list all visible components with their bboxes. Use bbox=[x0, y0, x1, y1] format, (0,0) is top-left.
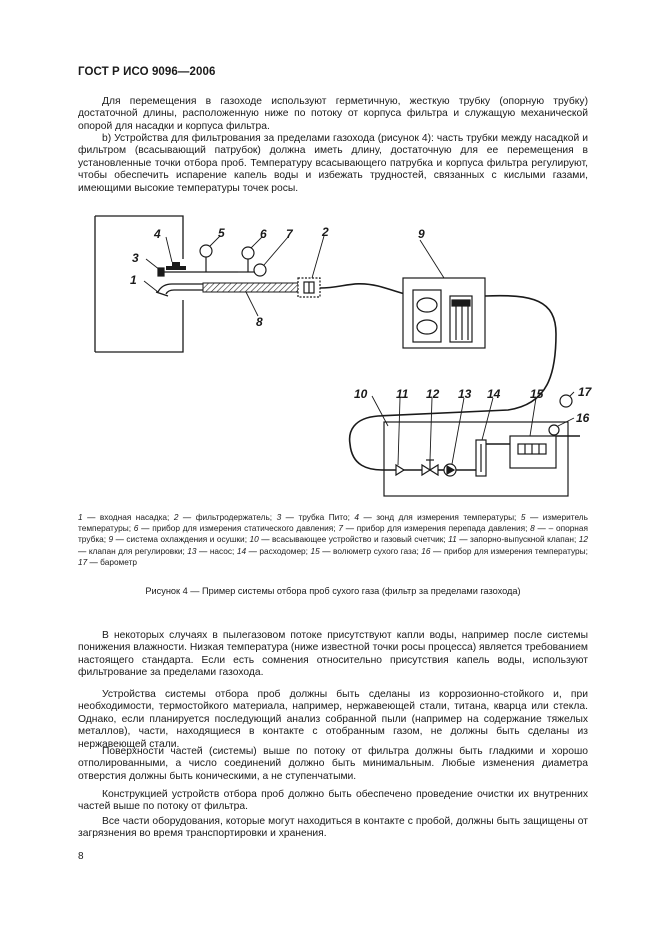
legend-number: 4 bbox=[354, 512, 360, 522]
legend-number: 8 bbox=[530, 523, 535, 534]
callout-6: 6 bbox=[260, 227, 267, 241]
callout-9: 9 bbox=[418, 227, 425, 241]
legend-number: 15 bbox=[310, 545, 320, 556]
legend-number: 13 bbox=[187, 545, 197, 556]
legend-number: 17 bbox=[78, 556, 88, 567]
temperature-meter bbox=[200, 245, 212, 272]
legend-text: зонд для измерения температуры; bbox=[376, 512, 517, 522]
legend-text: входная насадка; bbox=[99, 512, 170, 522]
figure-caption: Рисунок 4 — Пример системы отбора проб сухого газа (фильтр за пределами газохода) bbox=[145, 586, 521, 596]
paragraph: Поверхности частей (системы) выше по потоку от фильтра должны быть гладкими и хорошо отполированными, а число соединений должно быть минимальным. Любые изменения диаметра отверстия должны быть коническими, а не ступенчатыми. bbox=[78, 746, 588, 782]
pump bbox=[438, 464, 476, 476]
callout-7: 7 bbox=[286, 227, 293, 241]
page-number: 8 bbox=[78, 851, 84, 862]
legend-text: расходомер; bbox=[259, 545, 308, 556]
legend-text: волюметр сухого газа; bbox=[333, 545, 419, 556]
legend-text: трубка Пито; bbox=[298, 512, 350, 522]
figure-legend: 1 — входная насадка; 2 — фильтродержатель; 3 — трубка Пито; 4 — зонд для измерения температуры; 5 — измеритель температуры; 6 — прибор для измерения статического давления; 7 — прибор для измерения перепада давления; 8 — – опорная трубка; 9 — система охлаждения и осушки; 10 — всасывающее устройство и газовый счетчик; 11 — запорно-выпускной клапан; 12 — клапан для регулировки; 13 — насос; 14 — расходомер; 15 — волюметр сухого газа; 16 — прибор для измерения температуры; 17 — барометр bbox=[78, 512, 589, 567]
sampling-system-diagram bbox=[78, 204, 598, 504]
callout-1: 1 bbox=[130, 273, 137, 287]
legend-number: 6 bbox=[133, 523, 139, 534]
callout-14: 14 bbox=[487, 387, 501, 401]
sample-hose bbox=[320, 284, 413, 296]
legend-number: 11 bbox=[448, 534, 457, 545]
legend-number: 5 bbox=[520, 512, 526, 522]
barometer bbox=[560, 395, 572, 407]
paragraph: Конструкцией устройств отбора проб должно быть обеспечено проведение очистки их внутренних частей выше по потоку от фильтра. bbox=[78, 789, 588, 813]
paragraph: В некоторых случаях в пылегазовом потоке присутствуют капли воды, например после системы понижения влажности. Низкая температура (ниже известной точки росы процесса) является требованием настоящего стандарта. Если есть сомнения относительно присутствия капель воды, используют фильтрование за пределами газохода. bbox=[78, 630, 588, 679]
legend-number: 12 bbox=[578, 534, 589, 545]
legend-text: барометр bbox=[100, 556, 138, 567]
callout-3: 3 bbox=[132, 251, 139, 265]
callout-8: 8 bbox=[256, 315, 263, 329]
callout-16: 16 bbox=[576, 411, 590, 425]
legend-number: 10 bbox=[249, 534, 259, 545]
callout-11: 11 bbox=[396, 387, 409, 401]
legend-text: измеритель температуры; bbox=[78, 512, 588, 534]
callout-5: 5 bbox=[218, 226, 225, 240]
callout-17: 17 bbox=[578, 385, 592, 399]
shutoff-valve bbox=[396, 465, 422, 475]
callout-10: 10 bbox=[354, 387, 368, 401]
legend-number: 2 bbox=[173, 512, 179, 522]
callout-2: 2 bbox=[322, 225, 329, 239]
differential-pressure-meter bbox=[238, 264, 266, 276]
legend-number: 1 bbox=[78, 512, 83, 522]
standard-header: ГОСТ Р ИСО 9096—2006 bbox=[78, 66, 216, 78]
flowmeter bbox=[476, 440, 510, 476]
legend-number: 9 bbox=[108, 534, 114, 545]
legend-text: прибор для измерения статического давления; bbox=[152, 523, 336, 534]
entry-nozzle bbox=[156, 284, 203, 296]
regulating-valve bbox=[422, 460, 438, 475]
temperature-probe bbox=[166, 262, 186, 270]
legend-text: всасывающее устройство и газовый счетчик; bbox=[271, 534, 446, 545]
paragraph: Для перемещения в газоходе используют герметичную, жесткую трубку (опорную трубку) достаточной длины, расположенную ниже по потоку от корпуса фильтра и служащую механической опорой для насадки и корпуса фильтра. bbox=[78, 96, 588, 132]
legend-number: 14 bbox=[236, 545, 247, 556]
legend-number: 3 bbox=[276, 512, 282, 522]
callout-4: 4 bbox=[154, 227, 161, 241]
callout-15: 15 bbox=[530, 387, 544, 401]
legend-text: прибор для измерения температуры; bbox=[443, 545, 588, 556]
legend-text: насос; bbox=[209, 545, 235, 556]
cooling-drying-system bbox=[403, 278, 485, 348]
callout-13: 13 bbox=[458, 387, 472, 401]
paragraph: Устройства системы отбора проб должны быть сделаны из коррозионно-стойкого и, при необходимости, термостойкого материала, например, нержавеющей стали, титана, кварца или стекла. Однако, если планируется последующий анализ собранной пыли (например на содержание тяжелых металлов), части, находящиеся в контакте с отобранным газом, не должны быть сделаны из нержавеющей стали. bbox=[78, 689, 588, 750]
legend-text: клапан для регулировки; bbox=[88, 545, 185, 556]
dry-gas-meter bbox=[510, 436, 556, 468]
callout-leaders bbox=[144, 236, 574, 465]
filter-holder bbox=[298, 278, 320, 297]
outlet-temperature-meter bbox=[549, 425, 580, 436]
paragraph: b) Устройства для фильтрования за пределами газохода (рисунок 4): часть трубки между насадкой и фильтром (всасывающий патрубок) должна иметь длину, достаточную для ее перемещения в установленные точки отбора проб. Температуру всасывающего патрубка и корпуса фильтра регулируют, чтобы обеспечить испарение капель воды и избежать трудностей, связанных с кислыми газами, имеющими высокие температуры точек росы. bbox=[78, 133, 588, 194]
paragraph: Все части оборудования, которые могут находиться в контакте с пробой, должны быть защищены от загрязнения во время транспортировки и хранения. bbox=[78, 816, 588, 840]
callout-12: 12 bbox=[426, 387, 440, 401]
static-pressure-meter bbox=[242, 247, 254, 272]
legend-number: 16 bbox=[421, 545, 431, 556]
legend-text: – опорная трубка; bbox=[78, 523, 589, 545]
legend-text: запорно-выпускной клапан; bbox=[470, 534, 577, 545]
legend-text: фильтродержатель; bbox=[195, 512, 273, 522]
callout-labels bbox=[130, 225, 593, 425]
legend-text: прибор для измерения перепада давления; bbox=[356, 523, 528, 534]
legend-text: система охлаждения и осушки; bbox=[126, 534, 248, 545]
legend-number: 7 bbox=[338, 523, 343, 534]
support-tube bbox=[203, 283, 298, 292]
